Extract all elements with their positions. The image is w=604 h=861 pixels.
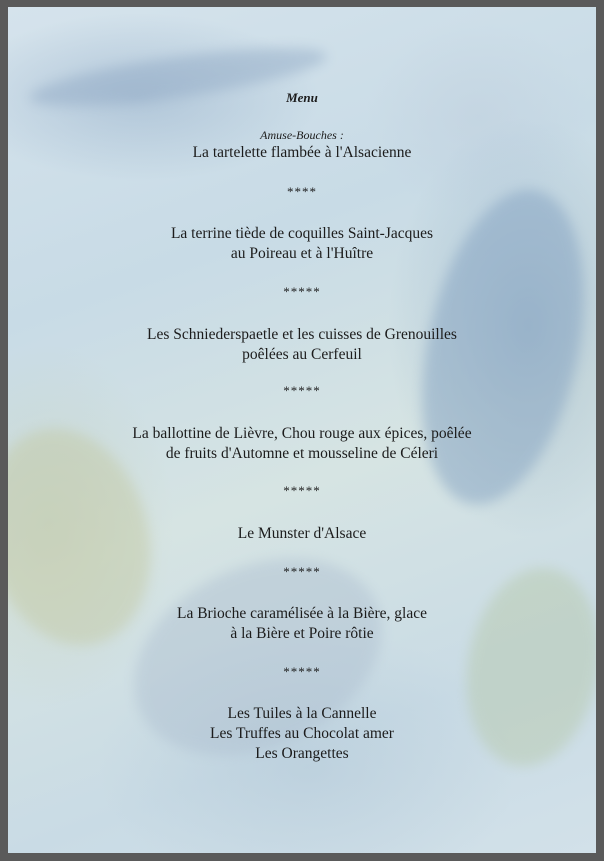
course-line: La terrine tiède de coquilles Saint-Jacques	[170, 225, 434, 242]
separator: *****	[283, 284, 321, 299]
amuse-dish: La tartelette flambée à l'Alsacienne	[192, 144, 412, 161]
menu-card	[8, 7, 596, 853]
course-line: La ballottine de Lièvre, Chou rouge aux épices, poêlée	[132, 425, 472, 442]
course-line: Les Tuiles à la Cannelle	[227, 705, 377, 722]
course-line: Les Orangettes	[255, 745, 349, 762]
separator: *****	[283, 483, 321, 498]
course-line: Les Truffes au Chocolat amer	[210, 725, 394, 742]
course-line: Le Munster d'Alsace	[237, 525, 367, 542]
amuse-label: Amuse-Bouches :	[260, 128, 344, 142]
separator: ****	[287, 184, 317, 199]
separator: *****	[283, 383, 321, 398]
course-line: poêlées au Cerfeuil	[242, 346, 362, 363]
separator: *****	[283, 564, 321, 579]
course-line: Les Schniederspaetle et les cuisses de Grenouilles	[147, 326, 457, 343]
separator: *****	[283, 664, 321, 679]
course-line: La Brioche caramélisée à la Bière, glace	[176, 605, 427, 622]
course-line: au Poireau et à l'Huître	[230, 245, 374, 262]
menu-title: Menu	[286, 90, 318, 105]
course-line: de fruits d'Automne et mousseline de Céleri	[165, 445, 439, 462]
course-line: à la Bière et Poire rôtie	[230, 625, 374, 642]
